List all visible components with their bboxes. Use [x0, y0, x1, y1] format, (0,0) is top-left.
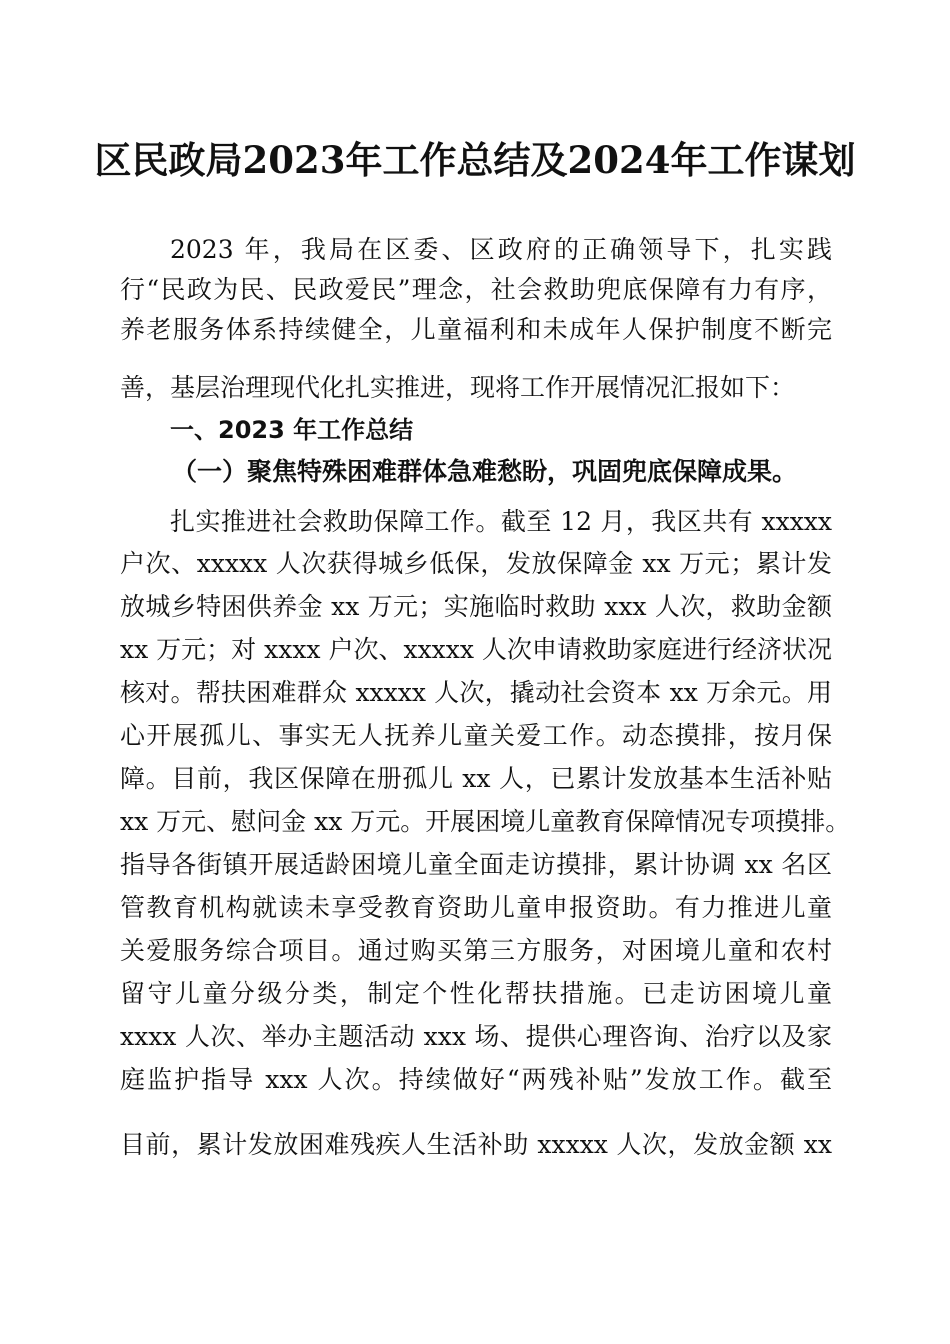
body-line: 心开展孤儿、事实无人抚养儿童关爱工作。动态摸排，按月保 — [120, 721, 832, 750]
body-line: 放城乡特困供养金 xx 万元；实施临时救助 xxx 人次，救助金额 — [120, 592, 832, 621]
body-line: 庭监护指导 xxx 人次。持续做好“两残补贴”发放工作。截至 — [120, 1065, 832, 1094]
subsection-heading: （一）聚焦特殊困难群体急难愁盼，巩固兜底保障成果。 — [172, 457, 798, 486]
body-line: 管教育机构就读未享受教育资助儿童申报资助。有力推进儿童 — [120, 893, 832, 922]
body-line: xx 万元；对 xxxx 户次、xxxxx 人次申请救助家庭进行经济状况 — [120, 635, 832, 664]
body-line: 核对。帮扶困难群众 xxxxx 人次，撬动社会资本 xx 万余元。用 — [120, 678, 832, 707]
document-title: 区民政局2023年工作总结及2024年工作谋划 — [94, 138, 856, 182]
body-line: 指导各街镇开展适龄困境儿童全面走访摸排，累计协调 xx 名区 — [120, 850, 832, 879]
body-line: 关爱服务综合项目。通过购买第三方服务，对困境儿童和农村 — [120, 936, 832, 965]
intro-line: 2023 年，我局在区委、区政府的正确领导下，扎实践 — [170, 235, 832, 264]
body-line: xxxx 人次、举办主题活动 xxx 场、提供心理咨询、治疗以及家 — [120, 1022, 832, 1051]
body-line: 户次、xxxxx 人次获得城乡低保，发放保障金 xx 万元；累计发 — [120, 549, 832, 578]
intro-line: 养老服务体系持续健全，儿童福利和未成年人保护制度不断完 — [120, 315, 832, 344]
intro-line: 行“民政为民、民政爱民”理念，社会救助兜底保障有力有序， — [120, 275, 832, 304]
body-line: xx 万元、慰问金 xx 万元。开展困境儿童教育保障情况专项摸排。 — [120, 807, 851, 836]
intro-line: 善，基层治理现代化扎实推进，现将工作开展情况汇报如下： — [120, 373, 796, 402]
section-heading: 一、2023 年工作总结 — [170, 416, 414, 444]
body-line: 扎实推进社会救助保障工作。截至 12 月，我区共有 xxxxx — [170, 507, 832, 536]
body-line: 留守儿童分级分类，制定个性化帮扶措施。已走访困境儿童 — [120, 979, 832, 1008]
body-line: 障。目前，我区保障在册孤儿 xx 人，已累计发放基本生活补贴 — [120, 764, 832, 793]
body-line: 目前，累计发放困难残疾人生活补助 xxxxx 人次，发放金额 xx — [120, 1130, 832, 1159]
